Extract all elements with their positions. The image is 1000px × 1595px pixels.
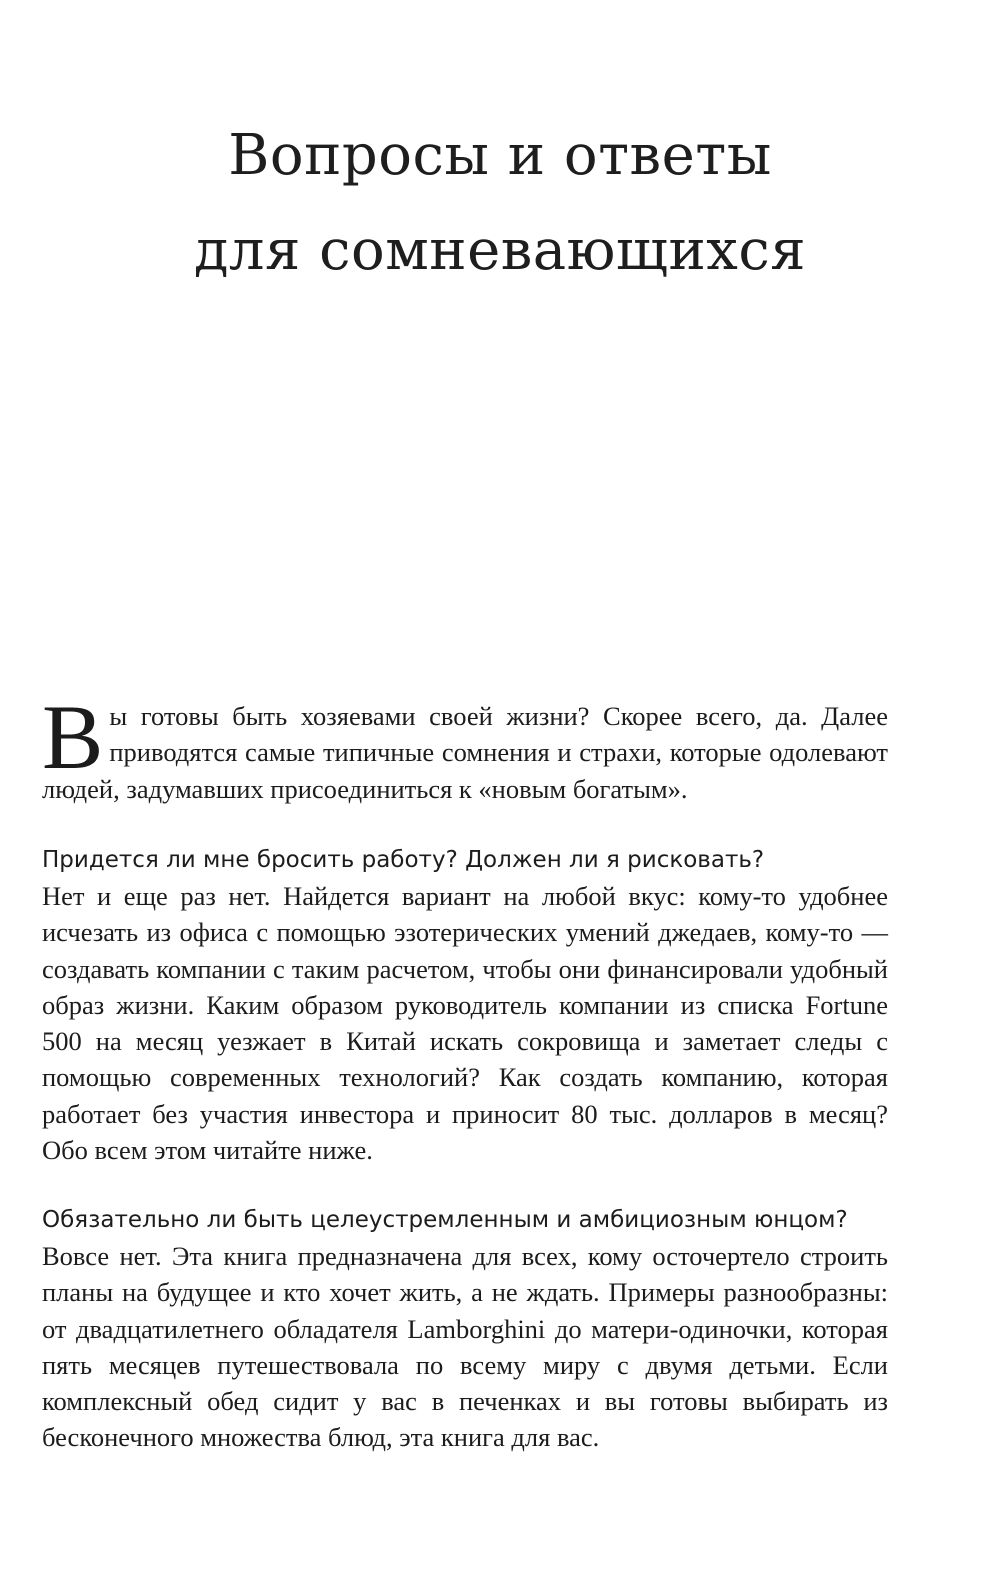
intro-text: ы готовы быть хозяевами своей жизни? Скорее всего, да. Далее приводятся самые типичные сомнения и страхи, которые одолевают людей, задумавших присоединиться к «новым богатым».	[42, 701, 888, 804]
answer-paragraph-2: Вовсе нет. Эта книга предназначена для всех, кому осточертело строить планы на будущее и кто хочет жить, а не ждать. Примеры разнообразны: от двадцатилетнего обладателя Lamborghini до матери-одиночки, которая пять месяцев путешествовала по всему миру с двумя детьми. Если комплексный обед сидит у вас в печенках и вы готовы выбирать из бесконечного множества блюд, эта книга для вас.	[42, 1241, 888, 1453]
question-block-2	[42, 1203, 888, 1456]
chapter-title-line-1: Вопросы и ответы	[228, 123, 772, 188]
chapter-title	[150, 108, 850, 298]
chapter-title-line-2: для сомневающихся	[193, 218, 807, 283]
intro-paragraph	[42, 686, 888, 807]
drop-cap: В	[42, 686, 104, 788]
question-block-1	[42, 843, 888, 1168]
question-heading-1: Придется ли мне бросить работу? Должен ли я рисковать?	[42, 847, 765, 873]
question-heading-2: Обязательно ли быть целеустремленным и амбициозным юнцом?	[42, 1207, 848, 1233]
answer-paragraph-1: Нет и еще раз нет. Найдется вариант на любой вкус: кому-то удобнее исчезать из офиса с помощью эзотерических умений джедаев, кому-то — создавать компании с таким расчетом, чтобы они финансировали удобный образ жизни. Каким образом руководитель компании из списка Fortune 500 на месяц уезжает в Китай искать сокровища и заметает следы с помощью современных технологий? Как создать компанию, которая работает без участия инвестора и приносит 80 тыс. долларов в месяц? Обо всем этом читайте ниже.	[42, 881, 888, 1166]
